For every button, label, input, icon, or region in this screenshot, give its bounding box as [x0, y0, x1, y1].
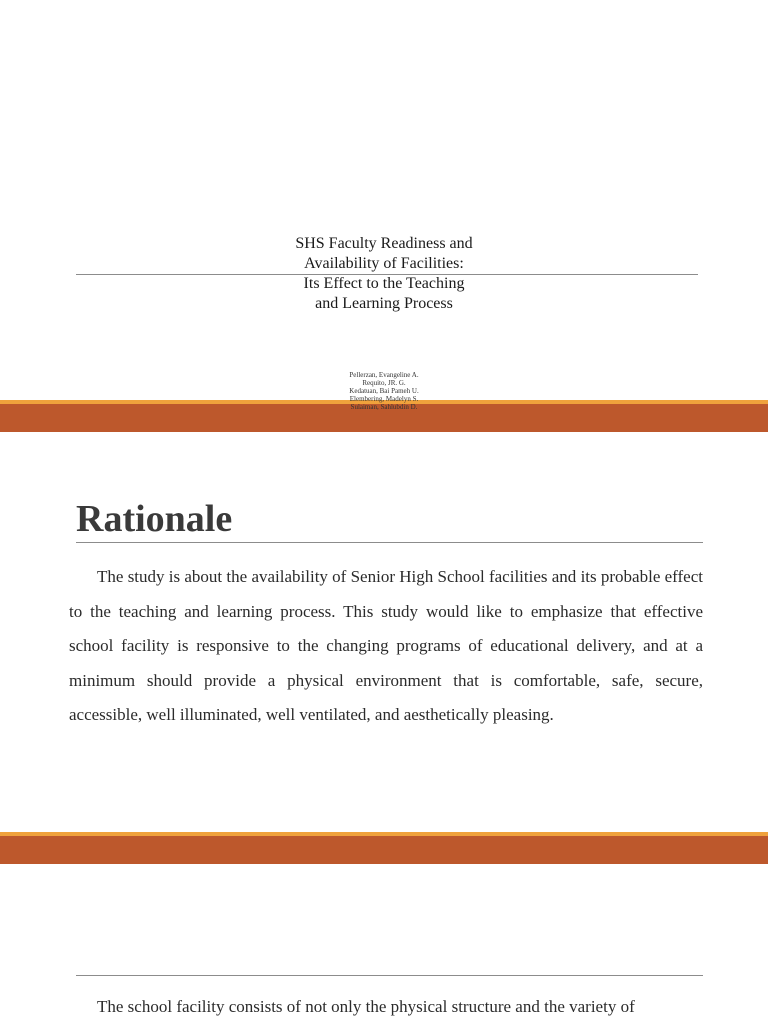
author-name: Sulaiman, Sahlubdin D.	[350, 403, 418, 411]
author-list	[0, 371, 768, 411]
author-name: Requito, JR. G.	[362, 379, 406, 387]
title-line: SHS Faculty Readiness and	[295, 235, 473, 252]
title-slide	[0, 0, 768, 432]
author-name: Elembering, Madelyn S.	[349, 395, 419, 403]
rationale-paragraph: The study is about the availability of Senior High School facilities and its probable effect to the teaching and learning process. This study would like to emphasize that effective school facility is responsive to the changing programs of educational delivery, and at a minimum should provide a physical environment that is comfortable, safe, secure, accessible, well illuminated, well ventilated, and aesthetically pleasing.	[69, 567, 703, 724]
facility-paragraph: The school facility consists of not only the physical structure and the variety of	[97, 997, 635, 1016]
title-divider	[76, 274, 698, 275]
title-line: Availability of Facilities:	[304, 255, 464, 272]
heading-divider	[76, 542, 703, 543]
slide-heading: Rationale	[76, 498, 233, 540]
title-line: and Learning Process	[315, 295, 453, 312]
author-name: Kedatuan, Bai Pameh U.	[349, 387, 419, 395]
rationale-slide	[0, 432, 768, 864]
author-name: Pellerzan, Evangeline A.	[349, 371, 419, 379]
footer-band	[0, 832, 768, 864]
heading-divider	[76, 975, 703, 976]
continuation-slide	[0, 864, 768, 1024]
title-line: Its Effect to the Teaching	[303, 275, 465, 292]
